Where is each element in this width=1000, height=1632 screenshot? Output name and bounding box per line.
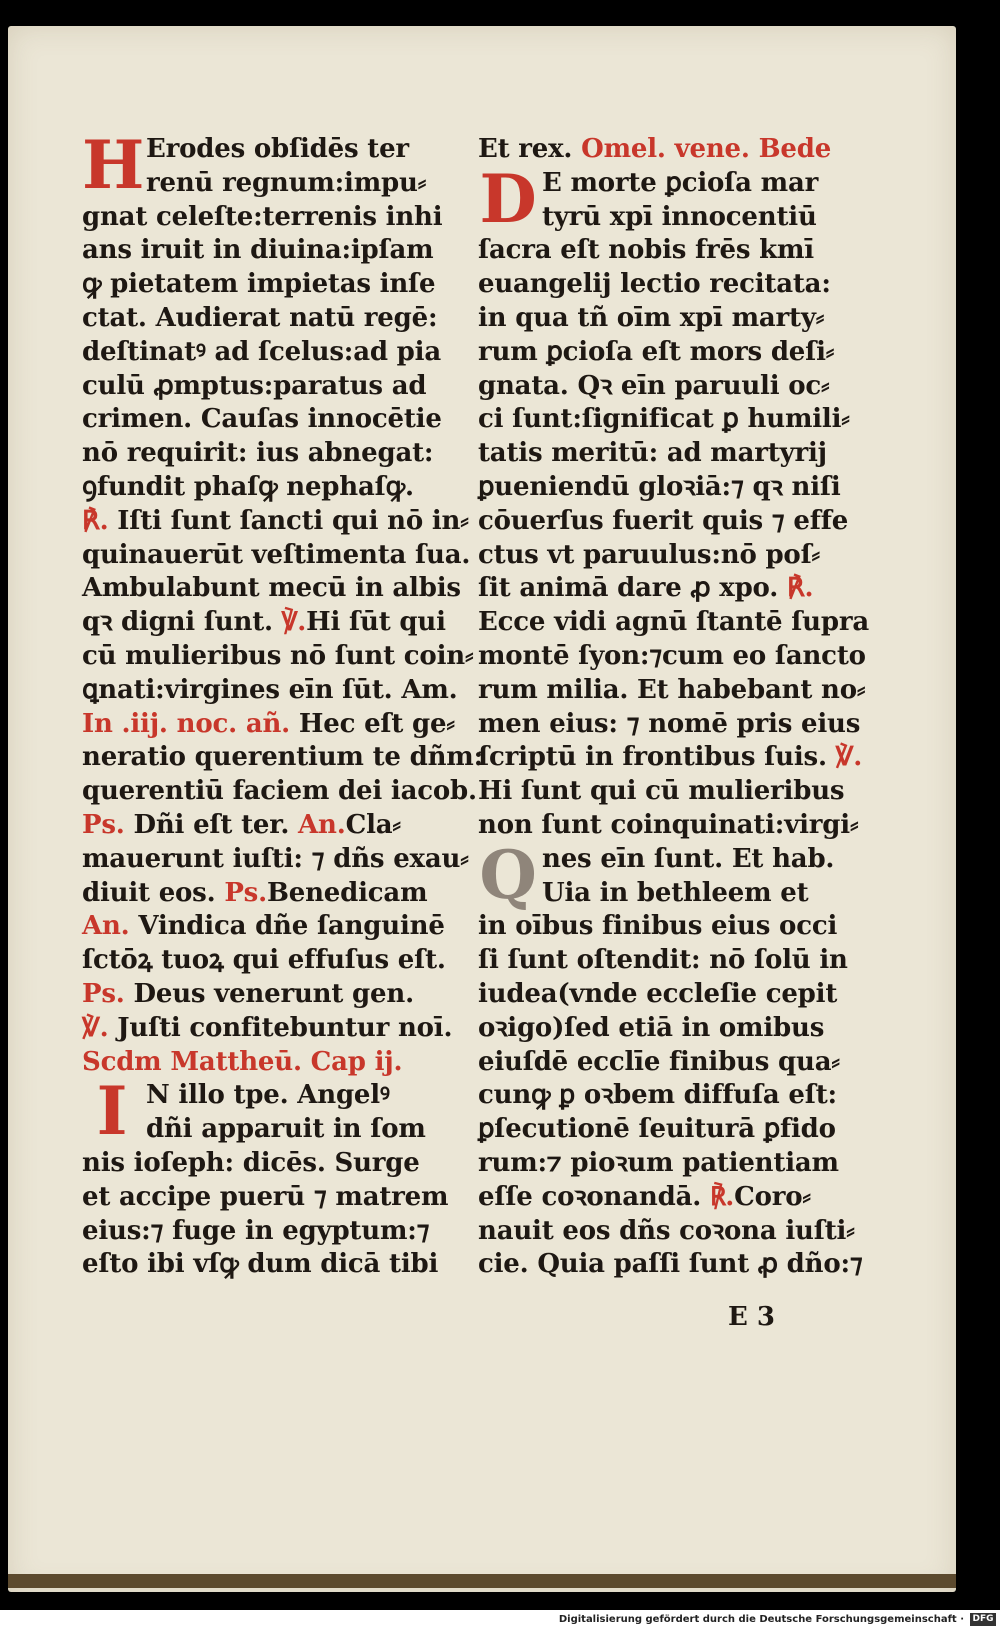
text-line [478,268,848,302]
line-text: Hec eſt ge⸗ [298,708,455,739]
text-line [478,1147,848,1181]
line-text: ans iruit in diuina:ipſam [82,235,434,266]
line-text: Coro⸗ [734,1181,811,1212]
line-text: ſctōꝝ tuoꝝ qui effuſus eſt. [82,945,446,976]
text-line [82,234,452,268]
line-text: cie. Quia paſſi ſunt ꝓ dño:⁊ [478,1249,863,1280]
line-text: montē ſyon:⁊cum eo ſancto [478,640,866,671]
initial-q: Q [479,836,537,914]
text-line [82,471,452,505]
line-text: Cla⸗ [345,809,401,840]
line-text: culū ꝓmptus:paratus ad [82,370,427,401]
rubric-text: Ps. [224,877,267,908]
line-text: ꝯfundit phaſꝙ nephaſꝙ. [82,471,414,502]
line-text: Uia in bethleem et [542,877,809,908]
line-text: ctus vt paruulus:nō poſ⸗ [478,539,821,570]
text-line [82,944,452,978]
text-line [478,437,848,471]
line-text: nes eīn ſunt. Et hab. [542,843,835,874]
line-text: nō requirit: ius abnegat: [82,438,434,469]
right-text-column [478,133,870,1282]
text-line [82,1012,452,1046]
line-text: Deus venerunt gen. [133,978,414,1009]
line-text: renū regnum:impu⸗ [146,167,427,198]
text-line [82,978,452,1012]
line-text: Et rex. [478,134,582,164]
text-line [82,437,452,471]
line-text: eius:⁊ fuge in egyptum:⁊ [82,1215,430,1246]
line-text: nauit eos dñs coꝛona iuſti⸗ [478,1215,855,1246]
text-line [82,843,469,877]
left-text-column [82,126,483,1282]
left-lines [82,126,483,1079]
text-line [82,708,455,742]
text-line [478,471,848,505]
text-line [478,336,848,370]
text-line [478,403,848,437]
dfg-logo: DFG [970,1613,996,1626]
line-text: in qua tñ oīm xpī marty⸗ [478,302,825,333]
line-text: Hi ſūt qui [306,607,446,638]
line-text: ſit animā dare ꝓ xpo. [478,573,787,604]
line-text: neratio querentium te dñm: [82,742,483,773]
text-line [478,910,848,944]
line-text: Juſti confitebuntur noī. [117,1012,453,1043]
line-text: ꝗnati:virgines eīn ſūt. Am. [82,674,458,705]
rubric-text: ℟. [709,1181,735,1212]
line-text: Benedicam [266,877,428,908]
line-text: rum ꝑcioſa eſt mors deſi⸗ [478,336,835,367]
text-line [82,336,452,370]
line-text: Iſti ſunt ſancti qui nō in⸗ [117,505,469,536]
page-bottom-edge [8,1574,956,1588]
line-text: ctat. Audierat natū regē: [82,302,438,333]
line-text: Erodes obſidēs ter [146,134,409,164]
line-text: ꝑſecutionē ſeuiturā ꝑfido [478,1114,836,1145]
text-line [82,505,469,539]
line-text: ꝑueniendū gloꝛiā:⁊ qꝛ niſi [478,471,841,502]
line-text: et accipe puerū ⁊ matrem [82,1181,449,1212]
line-text: ci ſunt:ſignificat ꝑ humili⸗ [478,404,850,435]
line-text: Ambulabunt mecū in albis [82,573,461,604]
text-line [82,640,474,674]
initial-h: H [82,126,145,204]
text-line [478,775,848,809]
line-text: rum milia. Et habebant no⸗ [478,674,866,705]
line-text: diuit eos. [82,877,225,908]
rubric-text: Ps. [82,978,134,1009]
text-line [82,606,452,640]
line-text: euangelij lectio recitata: [478,269,831,300]
line-text: Dñi eſt ter. [133,809,299,840]
text-line [478,1012,848,1046]
line-text: eiuſdē ecclīe finibus qua⸗ [478,1046,840,1077]
text-line [478,1079,848,1113]
line-text: cū mulieribus nō ſunt coin⸗ [82,640,474,671]
line-text: rum:⁊ pioꝛum patientiam [478,1147,839,1178]
line-text: dñi apparuit in ſom [146,1114,426,1145]
rubric-text: ℟. [82,505,118,536]
rubric-text: ℣. [835,742,863,773]
text-line [478,1113,848,1147]
text-line [478,1215,855,1249]
footer-credit: Digitalisierung gefördert durch die Deutsche Forschungsgemeinschaft · [558,1614,964,1625]
right-lines [478,160,870,843]
text-line [82,1215,452,1249]
line-text: N illo tpe. Angelꝰ [146,1080,390,1111]
text-line [478,640,866,674]
line-text: nis ioſeph: dicēs. Surge [82,1147,420,1178]
line-text: cōuerſus fuerit quis ⁊ effe [478,505,849,536]
text-line [82,910,452,944]
text-line [478,505,848,539]
text-line [82,302,452,336]
text-line [82,775,477,809]
line-text: iudea(vnde eccleſie cepit [478,978,838,1009]
rubric-text: In .iij. noc. añ. [82,708,299,739]
rubric-text: ℟. [786,573,814,604]
initial-i: I [96,1072,128,1150]
initial-d: D [479,160,537,238]
line-text: oꝛigo)ſed etiā in omibus [478,1012,825,1043]
text-line [82,877,452,911]
line-text: gnata. Qꝛ eīn paruuli oc⸗ [478,370,830,401]
line-text: tatis meritū: ad martyrij [478,438,827,469]
rubric-text: Scdm Mattheū. Cap ij. [82,1046,403,1077]
rubric-text: Ps. [82,809,134,840]
text-line [478,1248,863,1282]
rubric-text: ℣. [82,1012,118,1043]
text-line [82,674,458,708]
line-text: men eius: ⁊ nomē pris eius [478,708,861,739]
line-text: in oībus finibus eius occi [478,911,838,942]
line-text: E morte ꝑcioſa mar [542,167,819,198]
line-text: Vindica dñe ſanguinē [138,911,445,942]
text-line [478,539,848,573]
line-text: mauerunt iuſti: ⁊ dñs exau⸗ [82,843,469,874]
line-text: non ſunt coinquinati:virgi⸗ [478,809,859,840]
line-text: ſcriptū in frontibus ſuis. [478,742,836,773]
text-line [478,234,848,268]
text-line [82,741,483,775]
text-line [82,809,452,843]
text-line [82,370,452,404]
line-text: qꝛ digni ſunt. [82,607,282,638]
line-text: gnat celeſte:terrenis inhi [82,201,443,232]
text-line [478,302,848,336]
text-line [478,606,870,640]
text-line [478,708,861,742]
line-text: ſacra eſt nobis frēs kmī [478,235,814,266]
line-text: tyrū xpī innocentiū [542,201,817,232]
line-text: cunꝙ ꝑ oꝛbem diffuſa eſt: [478,1080,837,1111]
text-line [82,1046,452,1080]
text-line [478,741,863,775]
text-line [478,944,848,978]
line-text: Ecce vidi agnū ſtantē ſupra [478,607,870,638]
text-line [478,1181,848,1215]
rubric-text: ℣. [281,607,307,638]
text-line [82,539,471,573]
line-text: ꝙ pietatem impietas inſe [82,269,436,300]
rubric-text: An. [298,809,346,840]
text-line [82,403,452,437]
rubric-text: Omel. vene. Bede [581,134,832,164]
line-text: eſſe coꝛonandā. [478,1181,710,1212]
text-line [82,1181,452,1215]
text-line [478,572,848,606]
line-text: Hi ſunt qui cū mulieribus [478,776,845,807]
line-text: quinauerūt veſtimenta ſua. [82,539,471,570]
line-text: deſtinatꝰ ad ſcelus:ad pia [82,336,441,367]
rubric-text: An. [82,911,139,942]
catchword: E 3 [728,1302,775,1332]
text-line [478,978,848,1012]
text-line [82,201,452,235]
text-line [82,572,461,606]
text-line [478,674,866,708]
text-line [82,1147,452,1181]
line-text: eſto ibi vſꝙ dum dicā tibi [82,1249,439,1280]
line-text: ſi ſunt oſtendit: nō ſolū in [478,945,848,976]
line-text: querentiū faciem dei iacob. [82,776,477,807]
text-line [82,268,452,302]
text-line [82,1248,452,1282]
line-text: crimen. Cauſas innocētie [82,404,442,435]
text-line [478,1046,848,1080]
text-line [478,370,848,404]
